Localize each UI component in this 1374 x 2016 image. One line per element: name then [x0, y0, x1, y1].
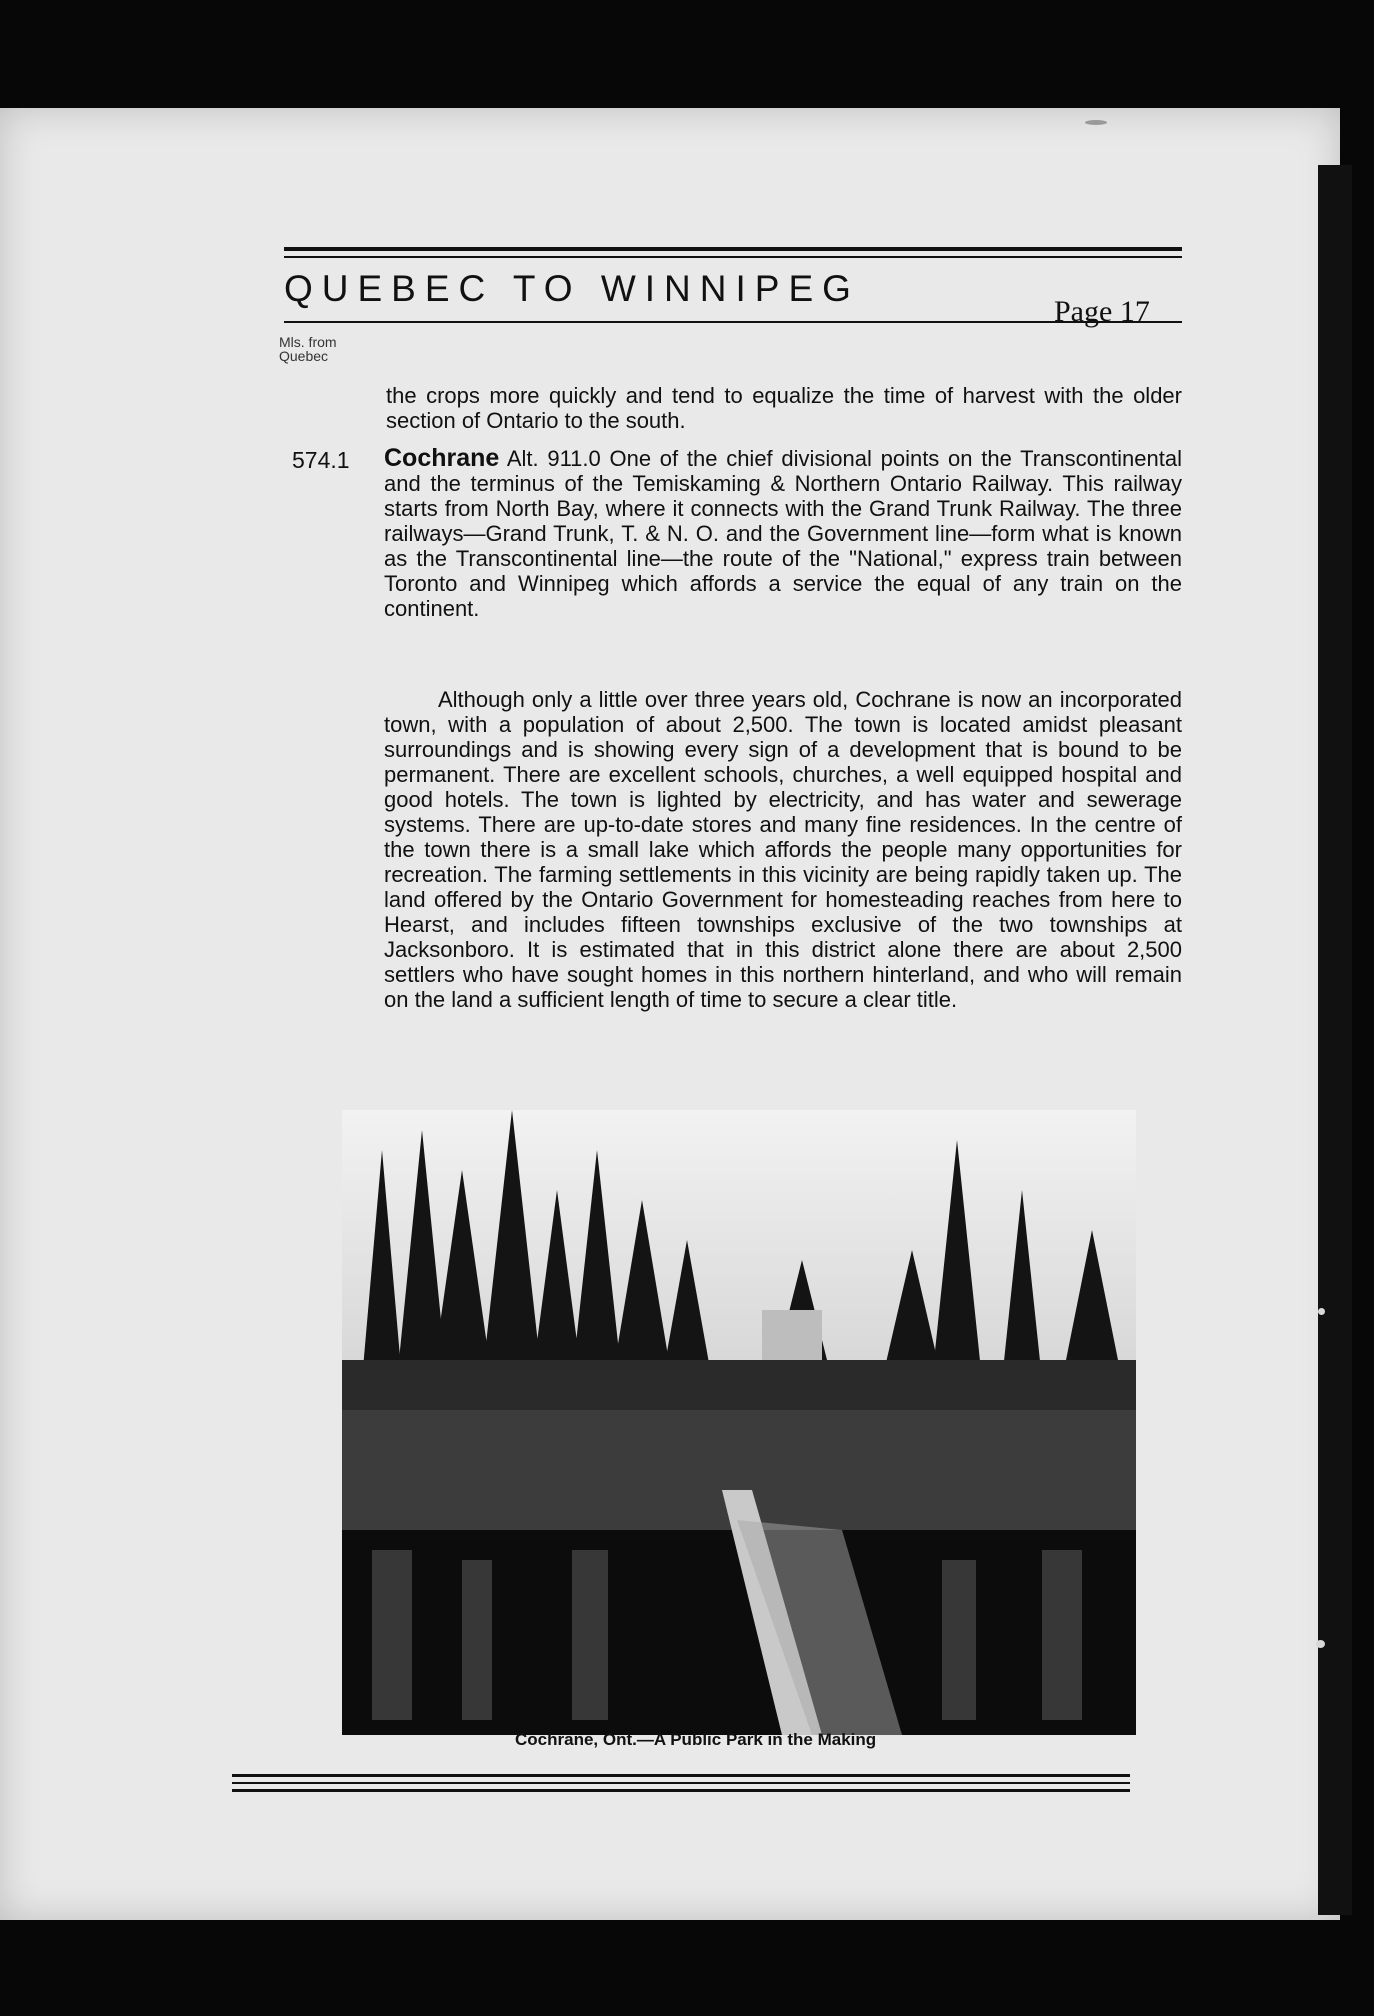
header-rule-top — [284, 247, 1182, 251]
station-altitude: Alt. 911.0 — [506, 446, 601, 471]
continuation-paragraph: the crops more quickly and tend to equalize the time of harvest with the older section of Ontario to the south. — [386, 383, 1182, 433]
station-name: Cochrane — [384, 444, 500, 472]
footer-rule-2 — [232, 1782, 1130, 1784]
footer-rule-1 — [232, 1774, 1130, 1777]
dust-speck — [1316, 1640, 1325, 1648]
cochrane-paragraph: Although only a little over three years old, Cochrane is now an incorporated town, with a population of about 2,500. The town is located amidst pleasant surroundings and is showing every sign of a development that is bound to be permanent. There are excellent schools, churches, a well equipped hospital and good hotels. The town is lighted by electricity, and has water and sewerage systems. There are up-to-date stores and many fine residences. In the centre of the town there is a small lake which affords the people many opportunities for recreation. The farming settlements in this vicinity are being rapidly taken up. The land offered by the Ontario Government for homesteading reaches from here to Hearst, and includes fifteen townships exclusive of the two townships at Jacksonboro. It is estimated that in this district alone there are about 2,500 settlers who have sought homes in this northern hinterland, and who will remain on the land a sufficient length of time to secure a clear title. — [384, 687, 1182, 1012]
station-entry — [384, 446, 1182, 621]
page-edge-shadow — [1318, 165, 1352, 1915]
photo-illustration — [342, 1110, 1136, 1735]
photo-caption: Cochrane, Ont.—A Public Park in the Making — [515, 1730, 877, 1749]
dust-speck — [1085, 120, 1107, 125]
page-number: Page 17 — [1054, 295, 1150, 328]
mileage-column-heading: Mls. from Quebec — [279, 334, 337, 364]
footer-rule-3 — [232, 1789, 1130, 1792]
cochrane-park-photo — [342, 1110, 1136, 1735]
header-rule-under — [284, 321, 1182, 323]
dust-speck — [1318, 1308, 1325, 1315]
running-title: QUEBEC TO WINNIPEG — [284, 268, 860, 309]
header-rule-top-2 — [284, 256, 1182, 258]
mileage-value: 574.1 — [292, 447, 350, 473]
station-description: One of the chief divisional points on the Transcontinental and the terminus of the Temiskaming & Northern Ontario Railway. This railway starts from North Bay, where it connects with the Grand Trunk Railway. The three railways—Grand Trunk, T. & N. O. and the Government line—form what is known as the Transcontinental line—the route of the "National," express train between Toronto and Winnipeg which affords a service the equal of any train on the continent. — [384, 446, 1182, 621]
